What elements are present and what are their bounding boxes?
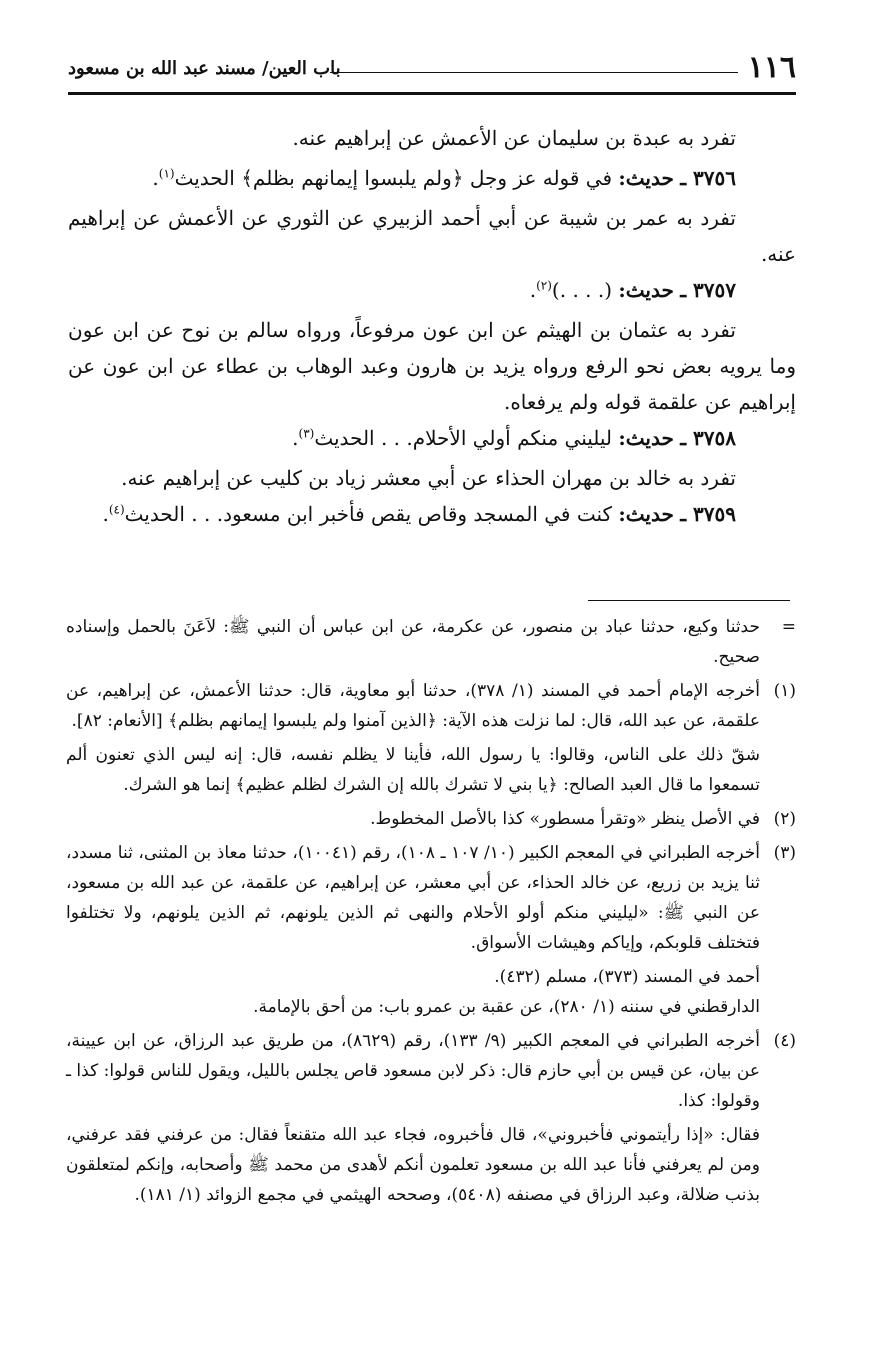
footnote-ref[interactable]: (٢) [536,278,552,293]
footnote-1-cont: شقّ ذلك على الناس، وقالوا: يا رسول الله، فأينا لا يظلم نفسه، قال: إنه ليس الذي تعنون ألم تسمعوا ما قال العبد الصالح: ﴿يا بني لا تشرك بالله إن الشرك لظلم عظيم﴾ إنما هو الشرك. [66,745,760,795]
hadith-end: . [152,166,159,190]
paragraph: تفرد به خالد بن مهران الحذاء عن أبي معشر زياد بن كليب عن إبراهيم عنه. [121,466,736,490]
hadith-end: . [292,426,299,450]
hadith-text: ليليني منكم أولي الأحلام. . . الحديث [314,426,613,450]
hadith-label: حديث: [618,502,674,526]
footnotes [66,612,796,1210]
footnote-continuation [66,612,796,672]
footnote-number: (٤) [773,1031,796,1051]
page-header [68,48,796,94]
continuation-mark: = [781,617,796,637]
hadith-label: حديث: [618,166,674,190]
footnote-number: (٢) [773,809,796,829]
footnote-ref[interactable]: (٤) [108,502,125,517]
footnote-4 [66,1026,796,1116]
hadith-end: . [102,502,109,526]
footnote-2 [66,804,796,834]
footnote-number: (١) [773,681,796,701]
footnote-3-cont2: الدارقطني في سننه (١/ ٢٨٠)، عن عقبة بن عمرو باب: من أحق بالإمامة. [253,997,760,1017]
footnote-text: أخرجه الطبراني في المعجم الكبير (٩/ ١٣٣)، رقم (٨٦٢٩)، من طريق عبد الرزاق، عن ابن عيينة، عن بيان، عن قيس بن أبي حازم قال: ذكر لابن مسعود قاص يجلس بالليل، ويقول للناس قولوا: كذا ـ وقولوا: كذا. [66,1031,760,1111]
hadith-text: في قوله عز وجل ﴿ولم يلبسوا إيمانهم بظلم﴾ الحديث [174,166,613,190]
footnote-text: أخرجه الطبراني في المعجم الكبير (١٠/ ١٠٧ ـ ١٠٨)، رقم (١٠٠٤١)، حدثنا معاذ بن المثنى، ثنا مسدد، ثنا يزيد بن زريع، عن خالد الحذاء، عن أبي معشر، عن إبراهيم، عن علقمة، عن عبد الله بن مسعود، عن النبي ﷺ: «ليليني منكم أولو الأحلام والنهى ثم الذين يلونهم، ثم الذين يلونهم، ولا تختلفوا فتختلف قلوبكم، وإياكم وهيشات الأسواق. [66,843,760,953]
hadith-label: حديث: [618,278,674,302]
paragraph: تفرد به عمر بن شيبة عن أبي أحمد الزبيري عن الثوري عن الأعمش عن إبراهيم عنه. [68,206,796,266]
hadith-number: ٣٧٥٦ ـ [680,166,736,190]
footnote-text: حدثنا وكيع، حدثنا عباد بن منصور، عن عكرمة، عن ابن عباس أن النبي ﷺ: لاَعَنَ بالحمل وإسناده صحيح. [66,617,760,667]
separator-line [588,600,790,601]
hadith-text: (. . . .) [551,278,613,302]
footnote-ref[interactable]: (١) [158,166,175,181]
hadith-3758 [68,420,796,456]
footnote-text: أخرجه الإمام أحمد في المسند (١/ ٣٧٨)، حدثنا أبو معاوية، قال: حدثنا الأعمش، عن إبراهيم، عن علقمة، عن عبد الله، قال: لما نزلت هذه الآية: ﴿الذين آمنوا ولم يلبسوا إيمانهم بظلم﴾ [الأنعام: ٨٢]. [66,681,760,731]
hadith-label: حديث: [618,426,674,450]
header-dash-line [330,72,738,73]
footnote-3-cont: أحمد في المسند (٣٧٣)، مسلم (٤٣٢). [494,967,760,987]
footnote-ref[interactable]: (٣) [298,426,315,441]
chapter-title: باب العين/ مسند عبد الله بن مسعود [68,58,341,79]
footnote-3 [66,838,796,958]
hadith-end: . [529,278,537,302]
footnote-1 [66,676,796,736]
hadith-3756 [68,160,796,196]
footnote-separator [68,600,790,601]
hadith-text: كنت في المسجد وقاص يقص فأخبر ابن مسعود. . . الحديث [124,502,613,526]
footnote-number: (٣) [773,843,796,863]
hadith-number: ٣٧٥٩ ـ [680,502,736,526]
hadith-3757 [68,272,796,308]
paragraph: تفرد به عثمان بن الهيثم عن ابن عون مرفوعاً، ورواه سالم بن نوح عن ابن عون وما يرويه بعض نحو الرفع ورواه يزيد بن هارون وعبد الوهاب بن عطاء عن ابن عون عن إبراهيم عن علقمة قوله ولم يرفعاه. [68,318,796,414]
footnote-4-cont: فقال: «إذا رأيتموني فأخبروني»، قال فأخبروه، فجاء عبد الله متقنعاً فقال: من عرفني فقد عرفني، ومن لم يعرفني فأنا عبد الله بن مسعود تعلمون أنكم لأهدى من محمد ﷺ وأصحابه، وإنكم لمتعلقون بذنب ضلالة، وعبد الرزاق في مصنفه (٥٤٠٨)، وصححه الهيثمي في مجمع الزوائد (١/ ١٨١). [66,1125,760,1205]
footnote-text: في الأصل ينظر «وتقرأ مسطور» كذا بالأصل المخطوط. [370,809,760,829]
hadith-3759 [68,496,796,532]
hadith-number: ٣٧٥٧ ـ [680,278,736,302]
paragraph: تفرد به عبدة بن سليمان عن الأعمش عن إبراهيم عنه. [292,126,736,150]
hadith-number: ٣٧٥٨ ـ [680,426,736,450]
page-number: ١١٦ [747,50,796,85]
main-text [68,120,796,532]
header-rule [68,92,796,95]
